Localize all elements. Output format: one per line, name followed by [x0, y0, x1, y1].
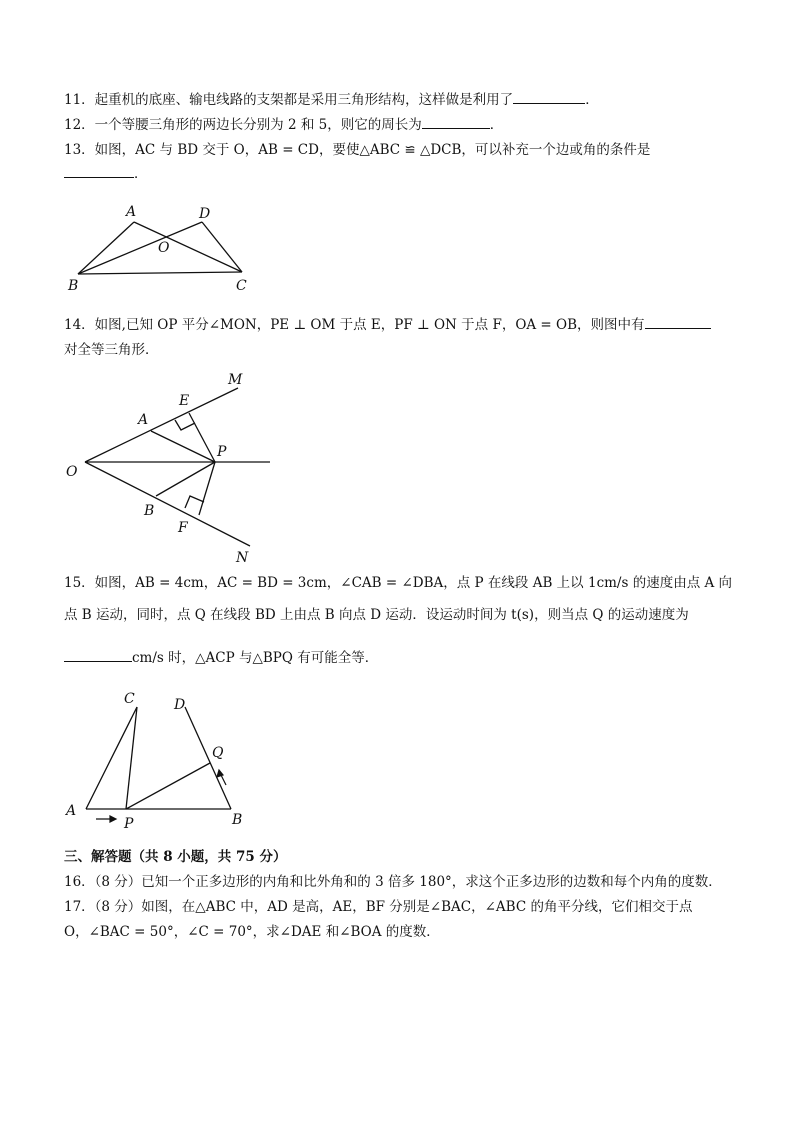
label-a: A — [126, 204, 137, 220]
question-11-text: 11．起重机的底座、输电线路的支架都是采用三角形结构，这样做是利用了 — [64, 92, 514, 108]
label-n: N — [236, 550, 249, 566]
question-13-line1: 13．如图，AC 与 BD 交于 O，AB = CD，要使△ABC ≌ △DCB，可以补充一个边或角的条件是 — [64, 142, 651, 158]
label-f: F — [178, 520, 188, 536]
question-15-line2: 点 B 运动，同时，点 Q 在线段 BD 上由点 B 向点 D 运动．设运动时间为 t(s)，则当点 Q 的运动速度为 — [64, 607, 689, 623]
segment-bc — [78, 272, 242, 274]
question-13-tail: ． — [134, 166, 148, 182]
answer-blank-14[interactable] — [645, 316, 711, 329]
segment-cp — [126, 707, 137, 809]
arrowhead-p — [110, 816, 116, 822]
question-16: 16．（8 分）已知一个正多边形的内角和比外角和的 3 倍多 180°，求这个正多边形的边数和每个内角的度数． — [64, 874, 722, 890]
question-12 — [64, 116, 503, 134]
question-17-line2: O，∠BAC = 50°，∠C = 70°，求∠DAE 和∠BOA 的度数． — [64, 924, 440, 940]
question-11 — [64, 91, 599, 109]
segment-pa — [151, 431, 215, 462]
label-d: D — [174, 697, 186, 713]
figure-13 — [60, 200, 260, 300]
label-b: B — [144, 503, 155, 519]
question-12-text: 12．一个等腰三角形的两边长分别为 2 和 5，则它的周长为 — [64, 117, 422, 133]
question-15-line1: 15．如图，AB = 4cm，AC = BD = 3cm，∠CAB = ∠DBA，点 P 在线段 AB 上以 1cm/s 的速度由点 A 向 — [64, 575, 733, 591]
question-14-line2: 对全等三角形． — [64, 342, 159, 358]
figure-14 — [60, 368, 280, 568]
section-3-title: 三、解答题（共 8 小题，共 75 分） — [64, 849, 287, 865]
label-d: D — [199, 206, 211, 222]
question-15-line3 — [64, 649, 378, 667]
question-17-line1: 17．（8 分）如图，在△ABC 中，AD 是高，AE，BF 分别是∠BAC，∠ABC 的角平分线，它们相交于点 — [64, 899, 693, 915]
label-o: O — [158, 240, 170, 256]
answer-blank-11[interactable] — [513, 91, 585, 104]
segment-ac — [86, 707, 137, 809]
segment-ab — [78, 222, 134, 274]
segment-bd — [78, 222, 202, 274]
label-o: O — [66, 464, 78, 480]
ray-om — [85, 388, 238, 462]
question-13-line2 — [64, 165, 148, 183]
segment-pq — [126, 763, 210, 809]
ray-on — [85, 462, 250, 546]
question-11-tail: ． — [585, 92, 599, 108]
label-c: C — [236, 278, 247, 294]
segment-ac — [134, 222, 242, 272]
label-e: E — [179, 393, 190, 409]
label-m: M — [228, 372, 243, 388]
segment-bd — [185, 707, 231, 809]
label-a: A — [138, 412, 149, 428]
question-14-line1 — [64, 316, 711, 334]
question-15-tail: cm/s 时，△ACP 与△BPQ 有可能全等． — [132, 650, 379, 666]
label-c: C — [124, 691, 135, 707]
answer-blank-15[interactable] — [64, 649, 132, 662]
question-12-tail: ． — [489, 117, 504, 133]
segment-pe — [189, 413, 215, 462]
label-p: P — [217, 444, 227, 460]
answer-blank-12[interactable] — [422, 116, 490, 129]
label-a: A — [66, 803, 77, 819]
figure-15 — [60, 685, 260, 835]
question-14-text: 14．如图,已知 OP 平分∠MON，PE ⊥ OM 于点 E，PF ⊥ ON 于点 F，OA = OB，则图中有 — [64, 317, 645, 333]
label-q: Q — [212, 745, 224, 761]
label-b: B — [232, 812, 243, 828]
answer-blank-13[interactable] — [64, 165, 134, 178]
label-b: B — [68, 278, 79, 294]
label-p: P — [124, 816, 134, 832]
right-angle-e — [175, 420, 195, 430]
segment-dc — [202, 222, 242, 272]
